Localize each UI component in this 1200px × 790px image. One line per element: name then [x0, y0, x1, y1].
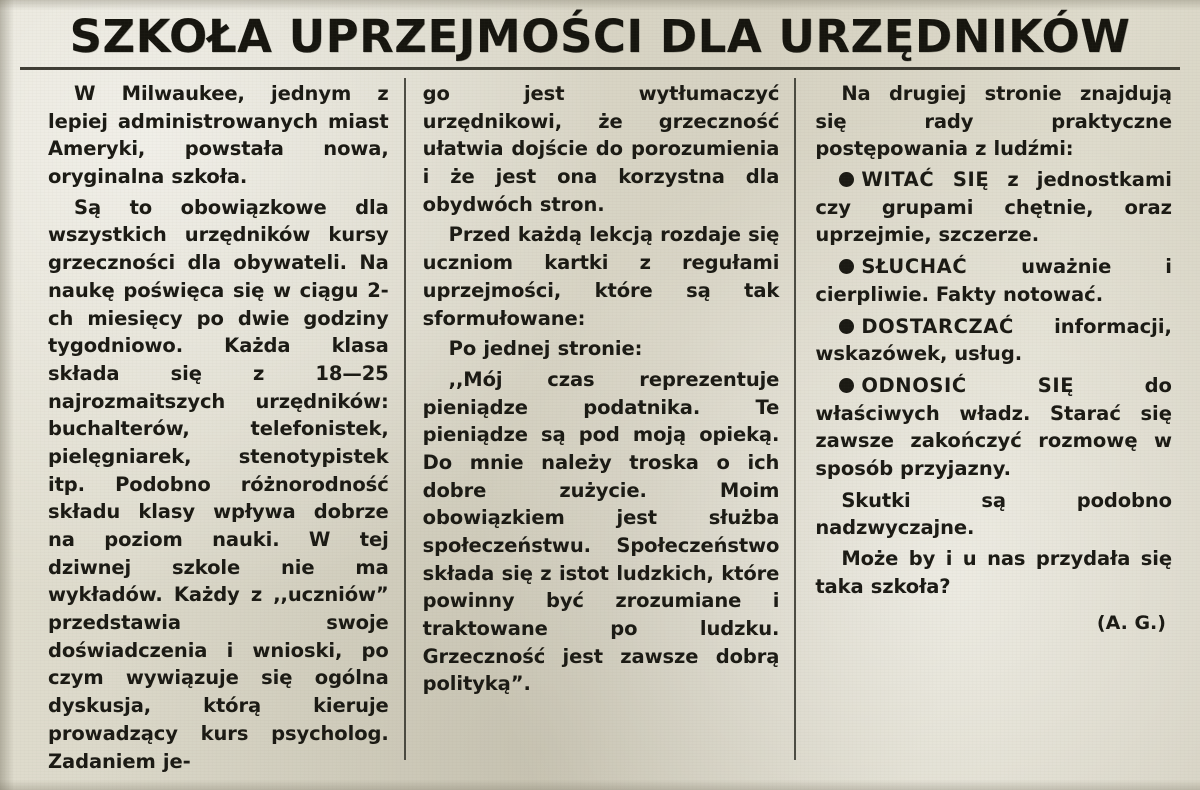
paragraph: go jest wytłumaczyć urzędnikowi, że grzeczność ułatwia dojście do porozumienia i że jest ona korzystna dla obydwóch stron. [422, 82, 780, 216]
headline-rule [20, 67, 1180, 70]
column-left [14, 80, 405, 773]
paragraph: Po jednej stronie: [448, 337, 643, 361]
list-item-text: z jednostkami czy grupami chętnie, oraz uprzejmie, szczerze. [815, 168, 1172, 247]
paragraph: Przed każdą lekcją rozdaje się uczniom kartki z regułami uprzejmości, które są tak sformułowane: [422, 223, 780, 330]
list-item [815, 253, 1172, 308]
author-signature: (A. G.) [1096, 612, 1166, 635]
paper-edge-left [0, 0, 14, 790]
bullet-dot-icon [839, 319, 854, 334]
list-item-text: do właściwych władz. Starać się zawsze zakończyć rozmowę w sposób przyjazny. [815, 373, 1172, 480]
paragraph: Może by i u nas przydała się taka szkoła? [815, 547, 1172, 598]
paragraph: Na drugiej stronie znajdują się rady praktyczne postępowania z ludźmi: [815, 82, 1172, 161]
paragraph: Skutki są podobno nadzwyczajne. [815, 488, 1172, 540]
paragraph: W Milwaukee, jednym z lepiej administrowanych miast Ameryki, powstała nowa, oryginalna szkoła. [48, 82, 389, 189]
list-item-text: uważnie i cierpliwie. Fakty notować. [815, 255, 1172, 306]
bullet-dot-icon [839, 378, 854, 393]
list-item [815, 166, 1172, 249]
list-item [815, 372, 1172, 483]
column-middle [405, 80, 796, 768]
list-item-keyword: SŁUCHAĆ [861, 255, 968, 279]
paper-edge-top [0, 0, 1200, 10]
paper-edge-bottom [0, 780, 1200, 790]
paragraph: ,,Mój czas reprezentuje pieniądze podatnika. Te pieniądze są pod moją opieką. Do mnie należy troska o ich dobre zużycie. Moim obowiązkiem jest służba społeczeństwu. Społeczeństwo składa się z istot ludzkich, które powinny być zrozumiane i traktowane po ludzku. Grzeczność jest zawsze dobrą polityką”. [422, 367, 780, 696]
list-item [815, 313, 1172, 368]
bullet-dot-icon [839, 259, 854, 274]
column-right [795, 80, 1186, 768]
article-headline: SZKOŁA UPRZEJMOŚCI DLA URZĘDNIKÓW [69, 10, 1131, 63]
bullet-dot-icon [839, 172, 854, 187]
article-columns [14, 80, 1186, 773]
list-item-text: informacji, wskazówek, usług. [815, 314, 1172, 366]
list-item-keyword: WITAĆ SIĘ [861, 168, 990, 192]
list-item-keyword: DOSTARCZAĆ [861, 314, 1014, 338]
paragraph: Są to obowiązkowe dla wszystkich urzędników kursy grzeczności dla obywateli. Na naukę poświęca się w ciągu 2-ch miesięcy po dwie godziny tygodniowo. Każda klasa składa się z 18—25 najrozmaitszych urzędników: buchalterów, telefonistek, pielęgniarek, stenotypistek itp. Podobno różnorodność składu klasy wpływa dobrze na poziom nauki. W tej dziwnej szkole nie ma wykładów. Każdy z ,,uczniów” przedstawia swoje doświadczenia i wnioski, po czym wywiązuje się ogólna dyskusja, którą kieruje prowadzący kurs psycholog. Zadaniem je- [48, 195, 389, 773]
list-item-keyword: ODNOSIĆ SIĘ [861, 373, 1075, 397]
